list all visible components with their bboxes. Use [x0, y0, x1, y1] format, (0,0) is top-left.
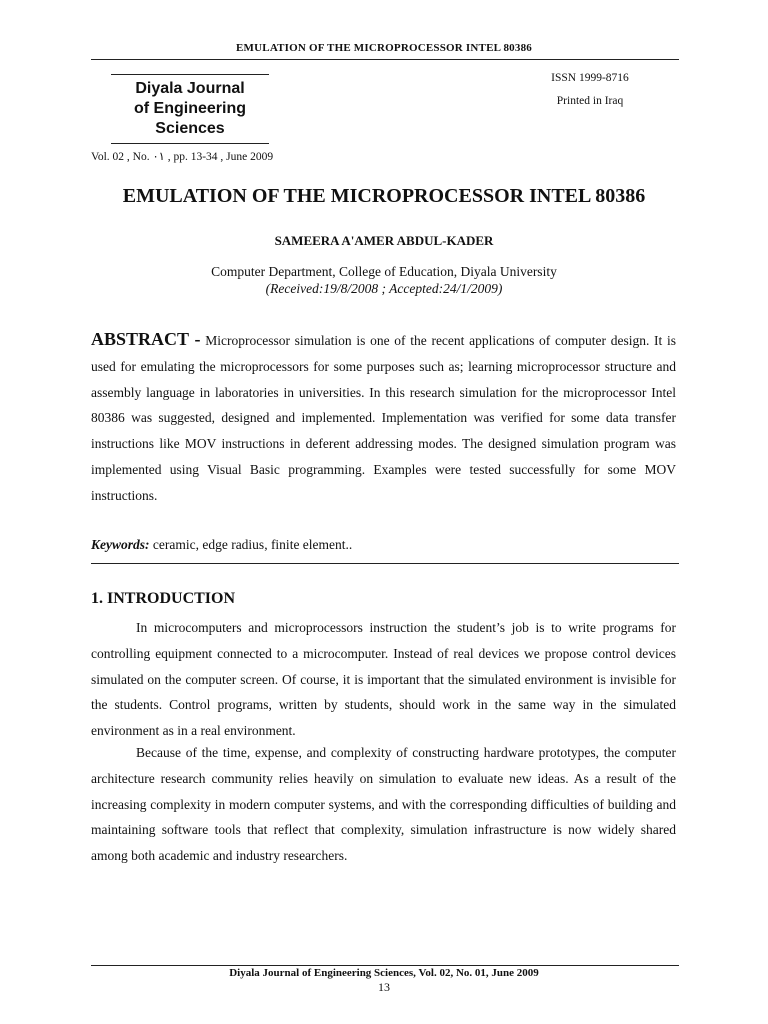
paper-title: EMULATION OF THE MICROPROCESSOR INTEL 80386: [122, 185, 646, 207]
volume-line: Vol. 02 , No. ٠١ , pp. 13-34 , June 2009: [91, 151, 274, 163]
journal-logo-line3: Sciences: [155, 120, 225, 137]
keywords: [91, 537, 352, 553]
section-heading-introduction: 1. INTRODUCTION: [91, 590, 236, 607]
running-head: EMULATION OF THE MICROPROCESSOR INTEL 80386: [236, 42, 532, 54]
footer-rule: [91, 965, 679, 966]
received-accepted-dates: (Received:19/8/2008 ; Accepted:24/1/2009): [265, 281, 503, 296]
journal-logo-line1: Diyala Journal: [135, 80, 245, 97]
printed-in: Printed in Iraq: [556, 95, 624, 107]
header-rule: [91, 59, 679, 60]
journal-logo-line2: of Engineering: [134, 100, 246, 117]
intro-paragraph-2: Because of the time, expense, and complexity of constructing hardware prototypes, the computer architecture research community relies heavily on simulation to evaluate new ideas. As a result of the increasing complexity in modern computer systems, and with the corresponding difficulties of building and maintaining software tools that reflect that complexity, simulation infrastructure is now widely shared among both academic and industry researchers.: [91, 745, 676, 864]
abstract-rule: [91, 563, 679, 564]
abstract: [91, 327, 676, 509]
page-number: 13: [378, 980, 390, 994]
author: SAMEERA A'AMER ABDUL-KADER: [274, 233, 494, 248]
abstract-heading: ABSTRACT -: [91, 329, 201, 349]
intro-paragraph-1: In microcomputers and microprocessors instruction the student’s job is to write programs for controlling equipment connected to a microcomputer. Instead of real devices we propose control devices simulated on the computer screen. Of course, it is important that the simulated environment is invisible for the students. Control programs, written by students, should work in the same way in the simulated environment as in a real environment.: [91, 620, 676, 739]
issn: ISSN 1999-8716: [551, 72, 629, 84]
affiliation: Computer Department, College of Education, Diyala University: [211, 264, 557, 279]
abstract-text: Microprocessor simulation is one of the recent applications of computer design. It is used for emulating the microprocessors for some purposes such as; learning microprocessor structure and assembly language in laboratories in universities. In this research simulation for the microprocessor Intel 80386 was suggested, designed and implemented. Implementation was verified for some data transfer instructions like MOV instructions in deferent addressing modes. The designed simulation program was implemented using Visual Basic programming. Examples were tested successfully for some MOV instructions.: [91, 333, 676, 503]
keywords-text: ceramic, edge radius, finite element..: [149, 537, 353, 552]
journal-logo: [111, 74, 269, 144]
keywords-label: Keywords:: [91, 537, 150, 552]
footer: Diyala Journal of Engineering Sciences, Vol. 02, No. 01, June 2009: [229, 967, 539, 979]
